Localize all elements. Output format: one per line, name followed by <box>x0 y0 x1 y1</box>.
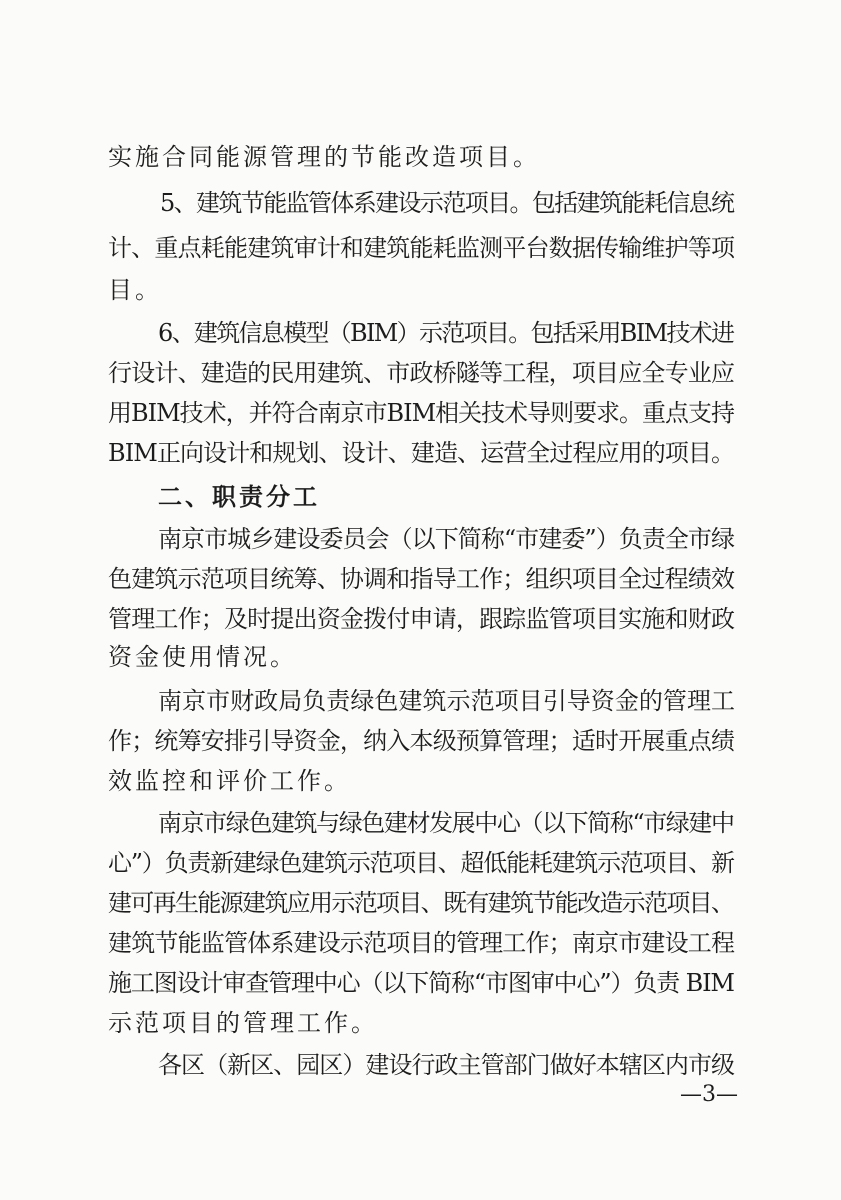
body-line <box>0 433 841 473</box>
body-line <box>0 1003 841 1043</box>
body-line <box>0 923 841 963</box>
line-text: 建筑节能监管体系建设示范项目的管理工作；南京市建设工程 <box>108 929 735 957</box>
line-text: BIM正向设计和规划、设计、建造、运营全过程应用的项目。 <box>108 439 735 467</box>
body-line <box>0 883 841 923</box>
line-text: 施工图设计审查管理中心（以下简称“市图审中心”）负责 BIM <box>108 969 734 997</box>
line-text: 行设计、建造的民用建筑、市政桥隧等工程，项目应全专业应 <box>108 359 735 387</box>
body-line <box>0 353 841 393</box>
body-line <box>0 228 841 268</box>
line-text: 建可再生能源建筑应用示范项目、既有建筑节能改造示范项目、 <box>108 889 734 917</box>
body-line <box>0 1045 841 1085</box>
body-line <box>0 637 841 677</box>
body-line <box>0 137 841 177</box>
body-line <box>0 963 841 1003</box>
line-text: 6、建筑信息模型（BIM）示范项目。包括采用BIM技术进 <box>158 319 734 347</box>
page-number: —3— <box>680 1082 738 1107</box>
line-text: 5、建筑节能监管体系建设示范项目。包括建筑能耗信息统 <box>160 189 734 217</box>
body-line <box>0 599 841 639</box>
section-heading <box>0 477 841 517</box>
line-text: 南京市财政局负责绿色建筑示范项目引导资金的管理工 <box>158 687 736 715</box>
heading-text: 二、职责分工 <box>158 483 320 511</box>
line-text: 管理工作；及时提出资金拨付申请，跟踪监管项目实施和财政 <box>108 605 735 633</box>
body-line <box>0 803 841 843</box>
body-line <box>0 761 841 801</box>
body-line <box>0 843 841 883</box>
line-text: 南京市绿色建筑与绿色建材发展中心（以下简称“市绿建中 <box>158 809 734 837</box>
line-text: 南京市城乡建设委员会（以下简称“市建委”）负责全市绿 <box>158 525 735 553</box>
line-text: 示范项目的管理工作。 <box>108 1009 378 1037</box>
body-line <box>0 721 841 761</box>
line-text: 色建筑示范项目统筹、协调和指导工作；组织项目全过程绩效 <box>108 565 735 593</box>
body-line <box>0 519 841 559</box>
body-line <box>0 681 841 721</box>
line-text: 效监控和评价工作。 <box>108 767 351 795</box>
line-text: 实施合同能源管理的节能改造项目。 <box>108 143 540 171</box>
body-line <box>0 313 841 353</box>
line-text: 计、重点耗能建筑审计和建筑能耗监测平台数据传输维护等项 <box>108 234 735 262</box>
line-text: 作；统筹安排引导资金，纳入本级预算管理；适时开展重点绩 <box>108 727 735 755</box>
body-line <box>0 393 841 433</box>
line-text: 各区（新区、园区）建设行政主管部门做好本辖区内市级 <box>158 1051 735 1079</box>
line-text: 用BIM技术，并符合南京市BIM相关技术导则要求。重点支持 <box>108 399 734 427</box>
body-line <box>0 559 841 599</box>
line-text: 目。 <box>108 276 162 304</box>
line-text: 资金使用情况。 <box>108 643 297 671</box>
line-text: 心”）负责新建绿色建筑示范项目、超低能耗建筑示范项目、新 <box>108 849 734 877</box>
body-line <box>0 183 841 223</box>
body-line <box>0 270 841 310</box>
